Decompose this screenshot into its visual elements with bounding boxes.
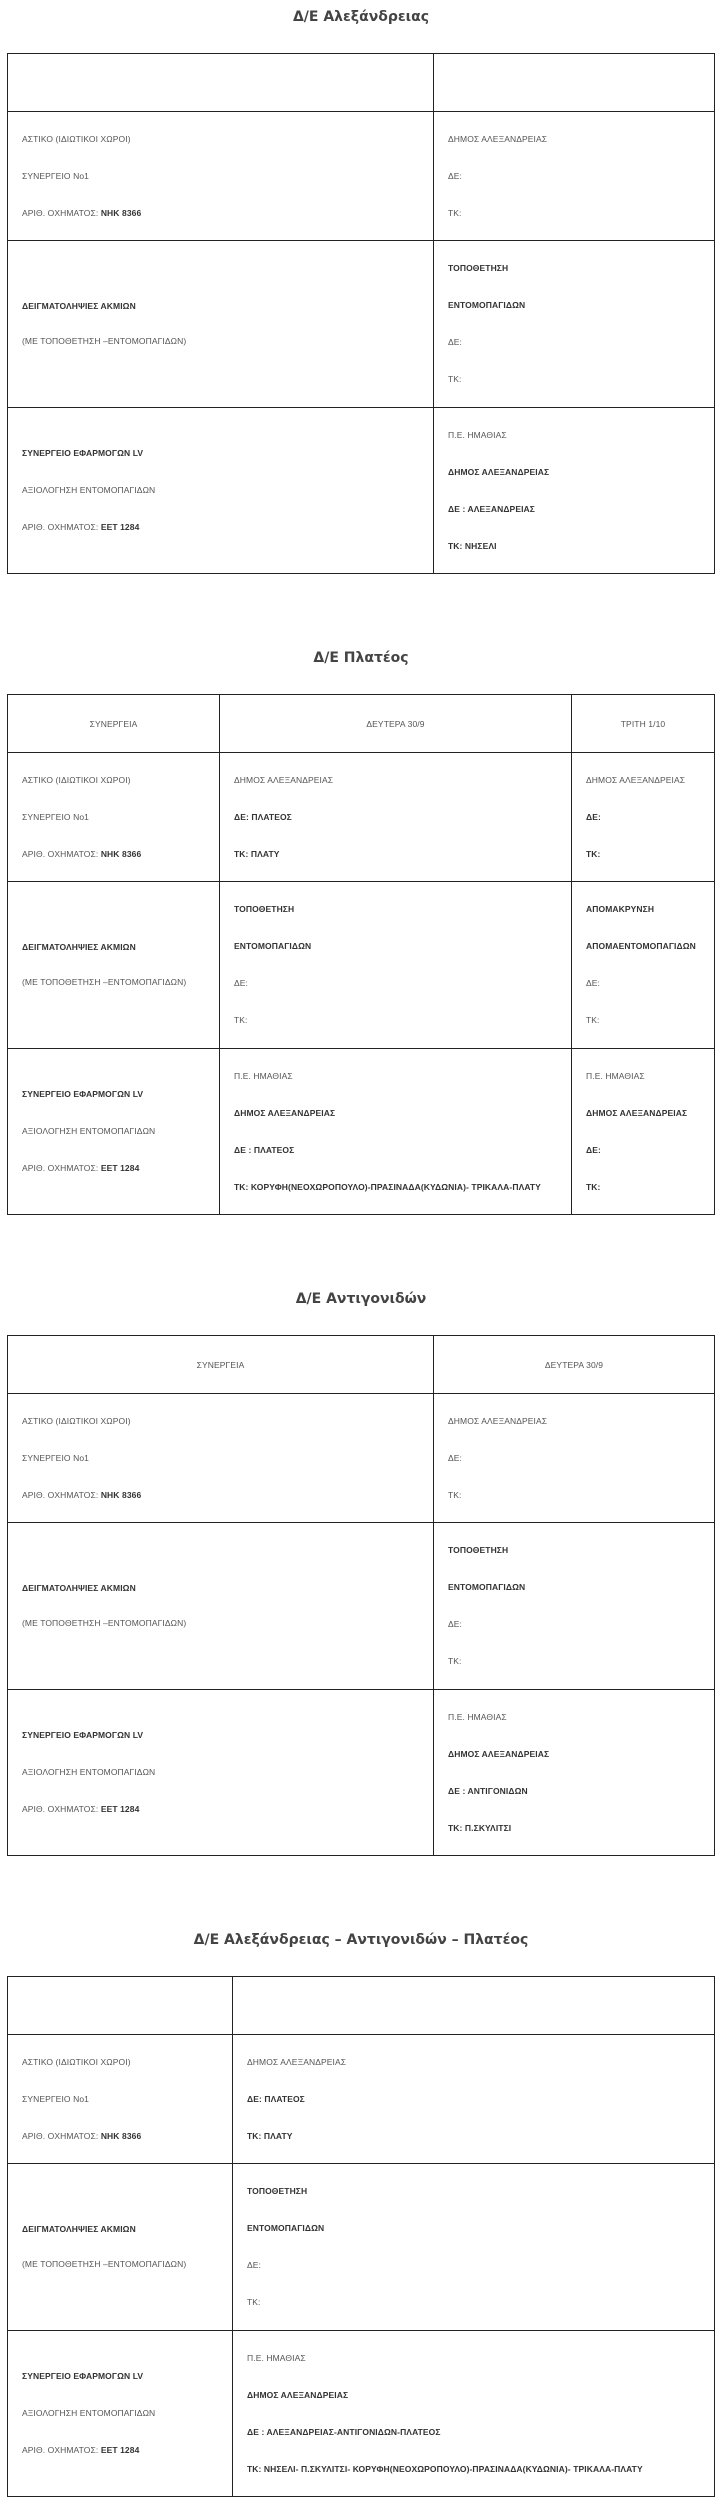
header-cell	[233, 1977, 715, 2035]
cell-line: ΤΚ: Π.ΣΚΥΛΙΤΣΙ	[448, 1822, 512, 1833]
cell-line: ΔΕ:	[234, 978, 249, 988]
cell-line	[22, 521, 433, 534]
cell-line: ΔΕ:	[448, 170, 463, 181]
table-row	[8, 2035, 715, 2164]
cell-line: ΑΞΙΟΛΟΓΗΣΗ ΕΝΤΟΜΟΠΑΓΙΔΩΝ	[22, 1126, 156, 1136]
cell-line: ΕΝΤΟΜΟΠΑΓΙΔΩΝ	[448, 300, 526, 310]
header-cell	[8, 54, 434, 112]
schedule-table	[7, 694, 715, 1215]
cell-line: ΔΕ:	[448, 1619, 463, 1629]
vehicle-plate: ΝΗΚ 8366	[100, 207, 142, 218]
cell-line: Π.Ε. ΗΜΑΘΙΑΣ	[448, 1711, 507, 1722]
cell-line: ΕΝΤΟΜΟΠΑΓΙΔΩΝ	[448, 1582, 526, 1592]
cell-line: Π.Ε. ΗΜΑΘΙΑΣ	[234, 1070, 293, 1081]
cell-line: ΔΗΜΟΣ ΑΛΕΞΑΝΔΡΕΙΑΣ	[247, 2389, 349, 2400]
schedule-cell	[434, 112, 715, 241]
cell-line: ΔΗΜΟΣ ΑΛΕΞΑΝΔΡΕΙΑΣ	[586, 1107, 688, 1118]
schedule-cell	[434, 241, 715, 408]
cell-line: ΔΕ:	[448, 337, 463, 347]
schedule-cell	[434, 1523, 715, 1690]
vehicle-label: ΑΡΙΘ. ΟΧΗΜΑΤΟΣ:	[22, 207, 99, 218]
cell-line: ΔΕ:	[448, 1452, 463, 1463]
crew-cell	[8, 753, 220, 882]
cell-line: ΑΞΙΟΛΟΓΗΣΗ ΕΝΤΟΜΟΠΑΓΙΔΩΝ	[22, 485, 156, 495]
cell-line: ΑΠΟΜΑΚΡΥΝΣΗ	[586, 904, 655, 914]
cell-line: ΔΕΙΓΜΑΤΟΛΗΨΙΕΣ ΑΚΜΙΩΝ	[22, 301, 136, 311]
cell-line: (ΜΕ ΤΟΠΟΘΕΤΗΣΗ –ΕΝΤΟΜΟΠΑΓΙΔΩΝ)	[22, 977, 187, 987]
table-row	[8, 408, 715, 574]
cell-line: ΤΚ:	[448, 207, 462, 218]
crew-cell	[8, 2331, 233, 2497]
cell-line: ΤΟΠΟΘΕΤΗΣΗ	[448, 1545, 509, 1555]
cell-line: ΤΚ:	[448, 374, 462, 384]
section-title: Δ/Ε Αλεξάνδρειας	[292, 9, 430, 25]
cell-line: ΔΕ : ΠΛΑΤΕΟΣ	[234, 1144, 295, 1155]
cell-line: ΔΕ : ΑΛΕΞΑΝΔΡΕΙΑΣ-ΑΝΤΙΓΟΝΙΔΩΝ-ΠΛΑΤΕΟΣ	[247, 2426, 441, 2437]
vehicle-plate: ΝΗΚ 8366	[100, 2130, 142, 2141]
cell-line: ΕΝΤΟΜΟΠΑΓΙΔΩΝ	[247, 2223, 325, 2233]
vehicle-label: ΑΡΙΘ. ΟΧΗΜΑΤΟΣ:	[22, 848, 99, 859]
cell-line: ΑΣΤΙΚΟ (ΙΔΙΩΤΙΚΟΙ ΧΩΡΟΙ)	[22, 2056, 131, 2067]
cell-line: ΔΕΙΓΜΑΤΟΛΗΨΙΕΣ ΑΚΜΙΩΝ	[22, 1583, 136, 1593]
section-title: Δ/Ε Πλατέος	[313, 650, 409, 666]
cell-line: ΔΗΜΟΣ ΑΛΕΞΑΝΔΡΕΙΑΣ	[234, 774, 334, 785]
schedule-cell	[233, 2164, 715, 2331]
header-cell: ΤΡΙΤΗ 1/10	[572, 695, 715, 753]
crew-cell	[8, 1394, 434, 1523]
table-row	[8, 2331, 715, 2497]
cell-line: (ΜΕ ΤΟΠΟΘΕΤΗΣΗ –ΕΝΤΟΜΟΠΑΓΙΔΩΝ)	[22, 2259, 187, 2269]
cell-line: ΣΥΝΕΡΓΕΙΟ ΕΦΑΡΜΟΓΩΝ LV	[22, 448, 144, 458]
cell-line	[22, 1162, 219, 1175]
schedule-cell	[220, 1049, 572, 1215]
cell-line: ΔΕ:	[586, 1144, 601, 1155]
crew-cell	[8, 2164, 233, 2331]
table-header-row	[8, 54, 715, 112]
vehicle-plate: ΝΗΚ 8366	[100, 848, 142, 859]
section-title: Δ/Ε Αντιγονιδών	[295, 1291, 427, 1307]
cell-line: Π.Ε. ΗΜΑΘΙΑΣ	[586, 1070, 645, 1081]
crew-cell	[8, 1523, 434, 1690]
cell-line: ΔΕ: ΠΛΑΤΕΟΣ	[234, 811, 292, 822]
table-row	[8, 882, 715, 1049]
table-row	[8, 2164, 715, 2331]
crew-cell	[8, 112, 434, 241]
schedule-table	[7, 53, 715, 574]
schedule-cell	[220, 882, 572, 1049]
cell-line: ΤΚ: ΝΗΣΕΛΙ- Π.ΣΚΥΛΙΤΣΙ- ΚΟΡΥΦΗ(ΝΕΟΧΩΡΟΠΟΥΛΟ)-ΠΡΑΣΙΝΑΔΑ(ΚΥΔΩΝΙΑ)- ΤΡΙΚΑΛΑ-ΠΛΑΤΥ	[247, 2463, 643, 2474]
table-row	[8, 241, 715, 408]
cell-line: ΤΚ: ΝΗΣΕΛΙ	[448, 540, 497, 551]
cell-line	[22, 1489, 433, 1502]
cell-line: ΑΣΤΙΚΟ (ΙΔΙΩΤΙΚΟΙ ΧΩΡΟΙ)	[22, 1415, 131, 1426]
schedule-cell	[434, 1394, 715, 1523]
cell-line: ΤΚ: ΚΟΡΥΦΗ(ΝΕΟΧΩΡΟΠΟΥΛΟ)-ΠΡΑΣΙΝΑΔΑ(ΚΥΔΩΝΙΑ)- ΤΡΙΚΑΛΑ-ΠΛΑΤΥ	[234, 1181, 541, 1192]
schedule-cell	[572, 753, 715, 882]
cell-line: ΤΚ:	[448, 1656, 462, 1666]
table-header-row	[8, 695, 715, 753]
crew-cell	[8, 408, 434, 574]
cell-line: ΣΥΝΕΡΓΕΙΟ ΕΦΑΡΜΟΓΩΝ LV	[22, 2371, 144, 2381]
table-row	[8, 753, 715, 882]
header-cell	[434, 54, 715, 112]
vehicle-label: ΑΡΙΘ. ΟΧΗΜΑΤΟΣ:	[22, 522, 99, 532]
cell-line: ΔΗΜΟΣ ΑΛΕΞΑΝΔΡΕΙΑΣ	[586, 774, 686, 785]
cell-line: ΑΞΙΟΛΟΓΗΣΗ ΕΝΤΟΜΟΠΑΓΙΔΩΝ	[22, 2408, 156, 2418]
cell-line	[22, 1803, 433, 1816]
header-cell: ΣΥΝΕΡΓΕΙΑ	[8, 1336, 434, 1394]
vehicle-label: ΑΡΙΘ. ΟΧΗΜΑΤΟΣ:	[22, 1489, 99, 1500]
crew-cell	[8, 1049, 220, 1215]
cell-line: (ΜΕ ΤΟΠΟΘΕΤΗΣΗ –ΕΝΤΟΜΟΠΑΓΙΔΩΝ)	[22, 336, 187, 346]
schedule-cell	[233, 2331, 715, 2497]
header-cell: ΔΕΥΤΕΡΑ 30/9	[434, 1336, 715, 1394]
cell-line: ΔΕ:	[586, 978, 601, 988]
vehicle-label: ΑΡΙΘ. ΟΧΗΜΑΤΟΣ:	[22, 2445, 99, 2455]
cell-line: ΔΗΜΟΣ ΑΛΕΞΑΝΔΡΕΙΑΣ	[448, 1415, 548, 1426]
crew-cell	[8, 2035, 233, 2164]
cell-line: ΤΚ:	[586, 1015, 600, 1025]
table-header-row	[8, 1977, 715, 2035]
table-row	[8, 1049, 715, 1215]
cell-line: ΔΕ: ΠΛΑΤΕΟΣ	[247, 2093, 305, 2104]
cell-line: ΤΚ:	[234, 1015, 248, 1025]
cell-line	[22, 207, 433, 220]
cell-line: ΔΗΜΟΣ ΑΛΕΞΑΝΔΡΕΙΑΣ	[247, 2056, 347, 2067]
schedule-cell	[572, 1049, 715, 1215]
crew-cell	[8, 241, 434, 408]
cell-line: ΤΚ:	[247, 2297, 261, 2307]
header-cell: ΣΥΝΕΡΓΕΙΑ	[8, 695, 220, 753]
cell-line	[22, 848, 219, 861]
cell-line: ΑΣΤΙΚΟ (ΙΔΙΩΤΙΚΟΙ ΧΩΡΟΙ)	[22, 774, 131, 785]
cell-line: ΤΚ:	[586, 848, 601, 859]
table-row	[8, 1394, 715, 1523]
cell-line: Π.Ε. ΗΜΑΘΙΑΣ	[247, 2352, 306, 2363]
cell-line: ΣΥΝΕΡΓΕΙΟ ΕΦΑΡΜΟΓΩΝ LV	[22, 1730, 144, 1740]
schedule-cell	[434, 1690, 715, 1856]
cell-line: ΔΕ:	[586, 811, 601, 822]
cell-line: ΑΠΟΜΑΕΝΤΟΜΟΠΑΓΙΔΩΝ	[586, 941, 696, 951]
cell-line: ΔΗΜΟΣ ΑΛΕΞΑΝΔΡΕΙΑΣ	[448, 133, 548, 144]
schedule-table	[7, 1335, 715, 1856]
cell-line: ΤΟΠΟΘΕΤΗΣΗ	[448, 263, 509, 273]
cell-line: ΔΕ:	[247, 2260, 262, 2270]
cell-line: ΔΕΙΓΜΑΤΟΛΗΨΙΕΣ ΑΚΜΙΩΝ	[22, 2224, 136, 2234]
vehicle-label: ΑΡΙΘ. ΟΧΗΜΑΤΟΣ:	[22, 1163, 99, 1173]
vehicle-label: ΑΡΙΘ. ΟΧΗΜΑΤΟΣ:	[22, 2130, 99, 2141]
schedule-cell	[233, 2035, 715, 2164]
cell-line: ΔΗΜΟΣ ΑΛΕΞΑΝΔΡΕΙΑΣ	[448, 1748, 550, 1759]
crew-cell	[8, 1690, 434, 1856]
table-header-row	[8, 1336, 715, 1394]
schedule-cell	[220, 753, 572, 882]
cell-line: ΣΥΝΕΡΓΕΙΟ Νο1	[22, 811, 89, 822]
vehicle-plate: ΝΗΚ 8366	[100, 1489, 142, 1500]
cell-line: ΤΟΠΟΘΕΤΗΣΗ	[247, 2186, 308, 2196]
cell-line: ΔΕ : ΑΝΤΙΓΟΝΙΔΩΝ	[448, 1785, 528, 1796]
table-row	[8, 1523, 715, 1690]
table-row	[8, 112, 715, 241]
cell-line: ΑΣΤΙΚΟ (ΙΔΙΩΤΙΚΟΙ ΧΩΡΟΙ)	[22, 133, 131, 144]
vehicle-plate: ΕΕΤ 1284	[100, 522, 140, 532]
vehicle-plate: ΕΕΤ 1284	[100, 2445, 140, 2455]
cell-line: ΣΥΝΕΡΓΕΙΟ Νο1	[22, 1452, 89, 1463]
header-cell: ΔΕΥΤΕΡΑ 30/9	[220, 695, 572, 753]
cell-line	[22, 2444, 232, 2457]
schedule-cell	[434, 408, 715, 574]
cell-line: ΕΝΤΟΜΟΠΑΓΙΔΩΝ	[234, 941, 312, 951]
schedule-cell	[572, 882, 715, 1049]
table-row	[8, 1690, 715, 1856]
header-cell	[8, 1977, 233, 2035]
cell-line: ΤΟΠΟΘΕΤΗΣΗ	[234, 904, 295, 914]
cell-line: ΤΚ:	[448, 1489, 462, 1500]
cell-line: ΔΕ : ΑΛΕΞΑΝΔΡΕΙΑΣ	[448, 503, 535, 514]
cell-line: ΣΥΝΕΡΓΕΙΟ Νο1	[22, 170, 89, 181]
section-title: Δ/Ε Αλεξάνδρειας – Αντιγονιδών – Πλατέος	[193, 1932, 529, 1948]
cell-line: ΤΚ: ΠΛΑΤΥ	[234, 848, 280, 859]
crew-cell	[8, 882, 220, 1049]
vehicle-plate: ΕΕΤ 1284	[100, 1163, 140, 1173]
vehicle-plate: ΕΕΤ 1284	[100, 1804, 140, 1814]
cell-line: ΤΚ:	[586, 1181, 601, 1192]
cell-line: ΣΥΝΕΡΓΕΙΟ ΕΦΑΡΜΟΓΩΝ LV	[22, 1089, 144, 1099]
cell-line: (ΜΕ ΤΟΠΟΘΕΤΗΣΗ –ΕΝΤΟΜΟΠΑΓΙΔΩΝ)	[22, 1618, 187, 1628]
cell-line: ΤΚ: ΠΛΑΤΥ	[247, 2130, 293, 2141]
vehicle-label: ΑΡΙΘ. ΟΧΗΜΑΤΟΣ:	[22, 1804, 99, 1814]
schedule-table	[7, 1976, 715, 2497]
cell-line: Π.Ε. ΗΜΑΘΙΑΣ	[448, 429, 507, 440]
cell-line: ΔΗΜΟΣ ΑΛΕΞΑΝΔΡΕΙΑΣ	[234, 1107, 336, 1118]
cell-line: ΣΥΝΕΡΓΕΙΟ Νο1	[22, 2093, 89, 2104]
cell-line	[22, 2130, 232, 2143]
cell-line: ΔΕΙΓΜΑΤΟΛΗΨΙΕΣ ΑΚΜΙΩΝ	[22, 942, 136, 952]
cell-line: ΑΞΙΟΛΟΓΗΣΗ ΕΝΤΟΜΟΠΑΓΙΔΩΝ	[22, 1767, 156, 1777]
cell-line: ΔΗΜΟΣ ΑΛΕΞΑΝΔΡΕΙΑΣ	[448, 466, 550, 477]
